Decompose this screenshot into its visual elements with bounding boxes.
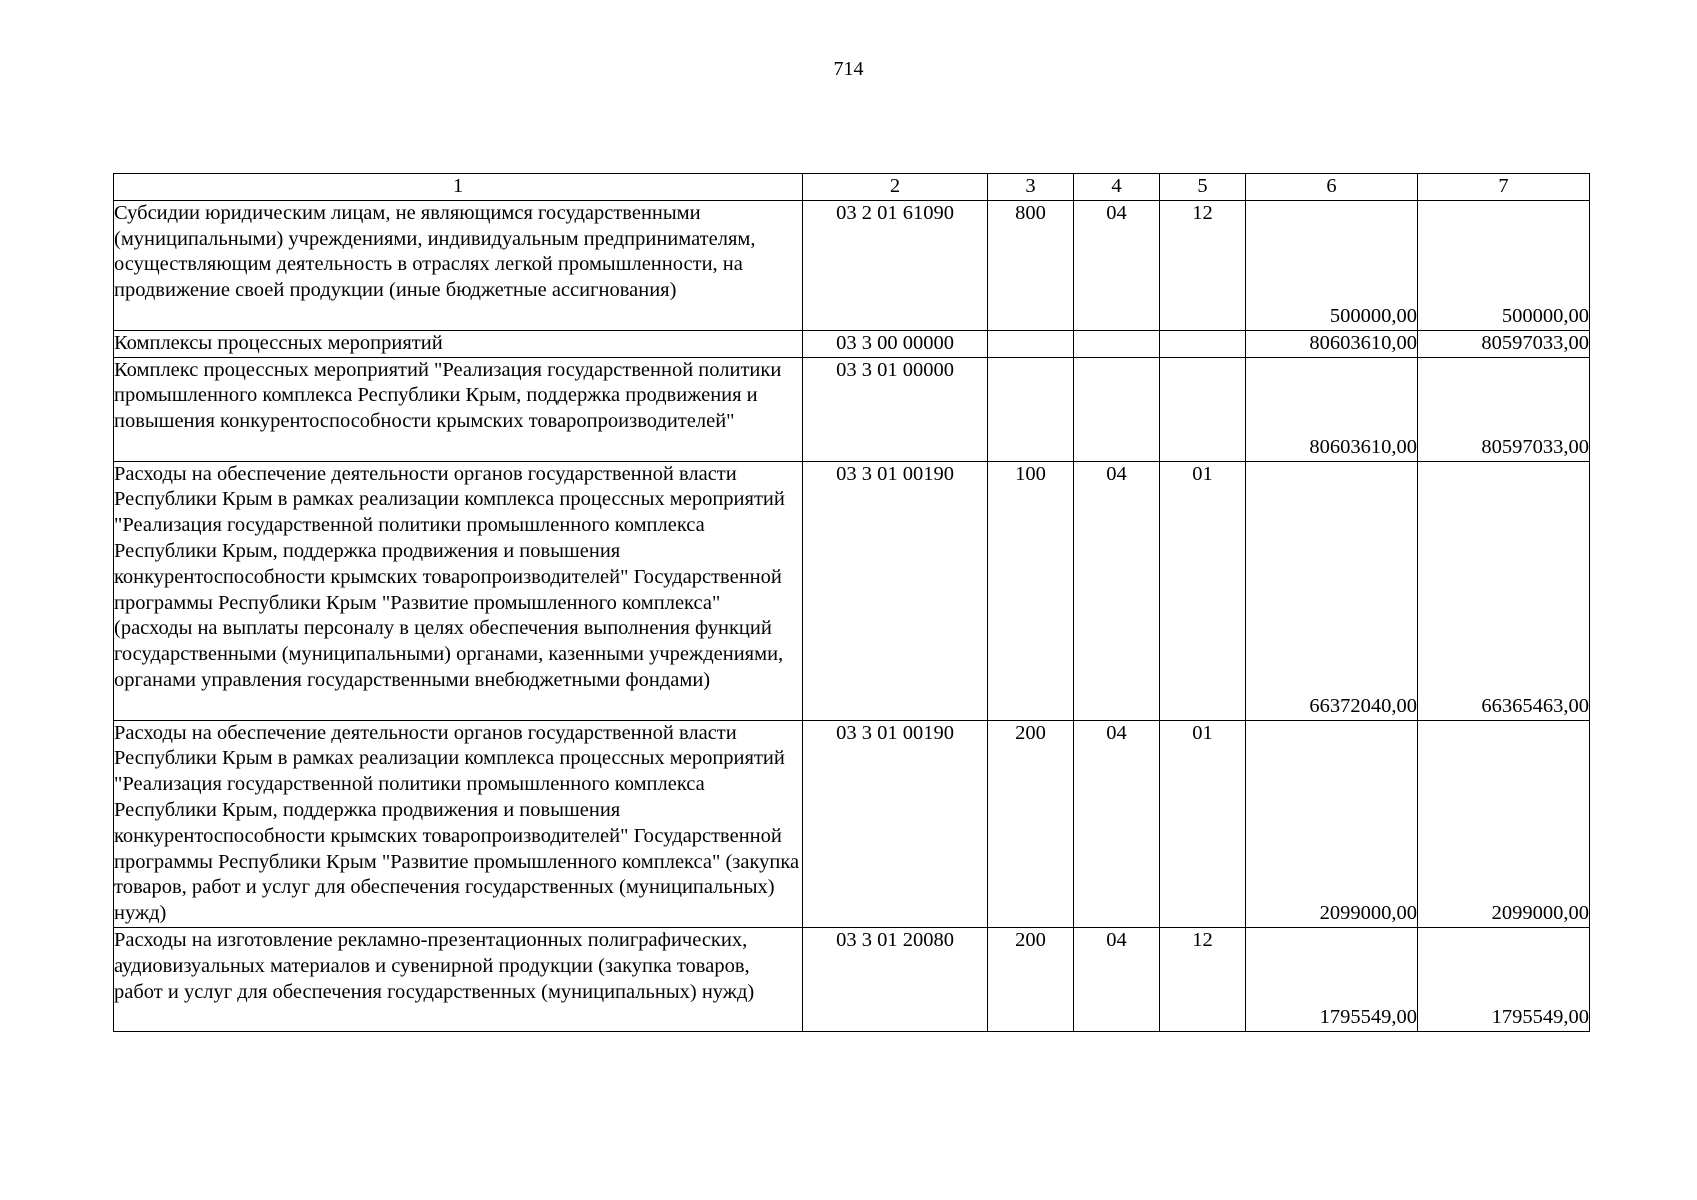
subsection-cell: 01 [1160, 720, 1246, 927]
section-cell: 04 [1074, 200, 1160, 330]
amount-cell-1: 80603610,00 [1246, 357, 1418, 461]
target-code-cell: 03 3 01 00190 [803, 720, 988, 927]
amount-cell-1: 80603610,00 [1246, 330, 1418, 357]
table-row [114, 357, 1590, 461]
expense-name-cell: Расходы на обеспечение деятельности органов государственной власти Республики Крым в рамках реализации комплекса процессных мероприятий "Реализация государственной политики промышленного комплекса Республики Крым, поддержка продвижения и повышения конкурентоспособности крымских товаропроизводителей" Государственной программы Республики Крым "Развитие промышленного комплекса" (закупка товаров, работ и услуг для обеспечения государственных (муниципальных) нужд) [114, 720, 803, 927]
target-code-cell: 03 3 00 00000 [803, 330, 988, 357]
section-cell: 04 [1074, 461, 1160, 720]
expense-type-cell: 200 [988, 720, 1074, 927]
subsection-cell: 12 [1160, 200, 1246, 330]
amount-cell-2: 80597033,00 [1418, 330, 1590, 357]
amount-cell-2: 80597033,00 [1418, 357, 1590, 461]
page-number: 714 [833, 58, 864, 80]
amount-cell-2: 66365463,00 [1418, 461, 1590, 720]
header-cell: 2 [803, 174, 988, 201]
table-row [114, 461, 1590, 720]
subsection-cell [1160, 330, 1246, 357]
table-row [114, 720, 1590, 927]
section-cell [1074, 330, 1160, 357]
amount-cell-1: 66372040,00 [1246, 461, 1418, 720]
expense-name-cell: Расходы на изготовление рекламно-презентационных полиграфических, аудиовизуальных материалов и сувенирной продукции (закупка товаров, работ и услуг для обеспечения государственных (муниципальных) нужд) [114, 927, 803, 1031]
header-cell: 5 [1160, 174, 1246, 201]
expense-type-cell: 800 [988, 200, 1074, 330]
target-code-cell: 03 2 01 61090 [803, 200, 988, 330]
budget-table [113, 173, 1590, 1032]
subsection-cell: 12 [1160, 927, 1246, 1031]
amount-cell-1: 1795549,00 [1246, 927, 1418, 1031]
table-row [114, 330, 1590, 357]
amount-cell-2: 1795549,00 [1418, 927, 1590, 1031]
expense-type-cell: 200 [988, 927, 1074, 1031]
header-cell: 1 [114, 174, 803, 201]
target-code-cell: 03 3 01 00190 [803, 461, 988, 720]
expense-type-cell: 100 [988, 461, 1074, 720]
table-header-row [114, 174, 1590, 201]
table-row [114, 927, 1590, 1031]
header-cell: 6 [1246, 174, 1418, 201]
subsection-cell: 01 [1160, 461, 1246, 720]
amount-cell-2: 500000,00 [1418, 200, 1590, 330]
expense-name-cell: Расходы на обеспечение деятельности органов государственной власти Республики Крым в рамках реализации комплекса процессных мероприятий "Реализация государственной политики промышленного комплекса Республики Крым, поддержка продвижения и повышения конкурентоспособности крымских товаропроизводителей" Государственной программы Республики Крым "Развитие промышленного комплекса" (расходы на выплаты персоналу в целях обеспечения выполнения функций государственными (муниципальными) органами, казенными учреждениями, органами управления государственными внебюджетными фондами) [114, 461, 803, 720]
header-cell: 7 [1418, 174, 1590, 201]
header-cell: 3 [988, 174, 1074, 201]
expense-name-cell: Комплексы процессных мероприятий [114, 330, 803, 357]
amount-cell-2: 2099000,00 [1418, 720, 1590, 927]
subsection-cell [1160, 357, 1246, 461]
target-code-cell: 03 3 01 00000 [803, 357, 988, 461]
table-row [114, 200, 1590, 330]
header-cell: 4 [1074, 174, 1160, 201]
section-cell: 04 [1074, 927, 1160, 1031]
expense-type-cell [988, 330, 1074, 357]
amount-cell-1: 500000,00 [1246, 200, 1418, 330]
target-code-cell: 03 3 01 20080 [803, 927, 988, 1031]
expense-name-cell: Комплекс процессных мероприятий "Реализация государственной политики промышленного комплекса Республики Крым, поддержка продвижения и повышения конкурентоспособности крымских товаропроизводителей" [114, 357, 803, 461]
section-cell [1074, 357, 1160, 461]
amount-cell-1: 2099000,00 [1246, 720, 1418, 927]
expense-name-cell: Субсидии юридическим лицам, не являющимся государственными (муниципальными) учреждениями, индивидуальным предпринимателям, осуществляющим деятельность в отраслях легкой промышленности, на продвижение своей продукции (иные бюджетные ассигнования) [114, 200, 803, 330]
section-cell: 04 [1074, 720, 1160, 927]
expense-type-cell [988, 357, 1074, 461]
